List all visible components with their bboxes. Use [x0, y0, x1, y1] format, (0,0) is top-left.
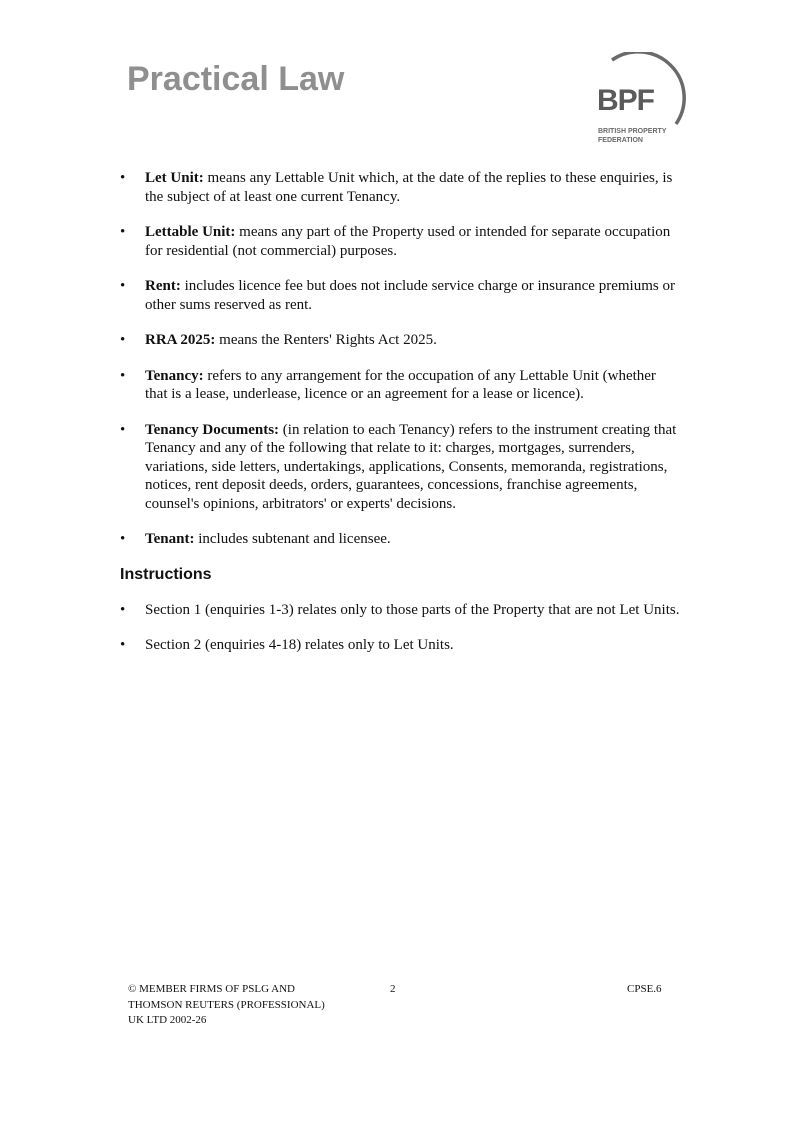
definition-term: Rent: [145, 278, 181, 294]
definition-item [120, 169, 680, 206]
bullet-icon: • [120, 421, 126, 438]
bullet-icon: • [120, 601, 126, 618]
instruction-text: Section 1 (enquiries 1-3) relates only to those parts of the Property that are not Let Units. [145, 601, 680, 618]
instruction-text: Section 2 (enquiries 4-18) relates only to Let Units. [145, 637, 454, 653]
definition-term: Tenancy Documents: [145, 421, 280, 438]
bullet-icon: • [120, 170, 126, 186]
definition-item [120, 277, 680, 314]
footer-doc-code: CPSE.6 [627, 983, 662, 995]
bullet-icon: • [120, 224, 126, 240]
bpf-logo: BPF [597, 84, 654, 117]
bpf-logo-subtitle: BRITISH PROPERTY FEDERATION [598, 128, 667, 144]
instructions-heading: Instructions [120, 565, 212, 583]
definition-text: (in relation to each Tenancy) refers to the instrument creating that Tenancy and any of the following that relate to it: charges, mortgages, surrenders, variations, side letters, undertakings, applications, Consents, memoranda, registrations, notices, rent deposit deeds, orders, guarantees, concessions, franchise agreements, counsel's opinions, arbitrators' or experts' decisions. [145, 421, 677, 512]
bullet-icon: • [120, 637, 126, 653]
definition-item [120, 421, 680, 514]
definition-text: includes subtenant and licensee. [194, 531, 391, 547]
instructions-list [120, 601, 680, 655]
definition-item [120, 367, 680, 404]
definition-term: Let Unit: [145, 170, 204, 186]
definition-text: means any part of the Property used or intended for separate occupation for residential (not commercial) purposes. [145, 224, 671, 259]
definition-term: Tenant: [145, 531, 195, 547]
definition-text: means any Lettable Unit which, at the date of the replies to these enquiries, is the subject of at least one current Tenancy. [145, 170, 673, 205]
instruction-item [120, 636, 680, 655]
definition-text: refers to any arrangement for the occupation of any Lettable Unit (whether that is a lease, underlease, licence or an agreement for a lease or licence). [145, 367, 656, 402]
definition-text: includes licence fee but does not include service charge or insurance premiums or other sums reserved as rent. [145, 278, 675, 313]
practical-law-logo: Practical Law [127, 60, 345, 98]
definition-item [120, 331, 680, 350]
definition-text: means the Renters' Rights Act 2025. [215, 332, 437, 348]
definition-term: Lettable Unit: [145, 224, 236, 240]
footer-page-number: 2 [390, 983, 396, 995]
definitions-list [120, 169, 680, 549]
footer-copyright: © MEMBER FIRMS OF PSLG AND THOMSON REUTERS (PROFESSIONAL) UK LTD 2002-26 [128, 983, 325, 1026]
definition-item [120, 530, 680, 549]
instruction-item [120, 601, 680, 620]
definition-term: Tenancy: [145, 367, 204, 384]
definition-term: RRA 2025: [145, 332, 216, 348]
main-content [120, 169, 680, 672]
bullet-icon: • [120, 531, 126, 547]
bullet-icon: • [120, 332, 126, 348]
definition-item [120, 223, 680, 260]
bullet-icon: • [120, 367, 126, 384]
bullet-icon: • [120, 278, 126, 294]
